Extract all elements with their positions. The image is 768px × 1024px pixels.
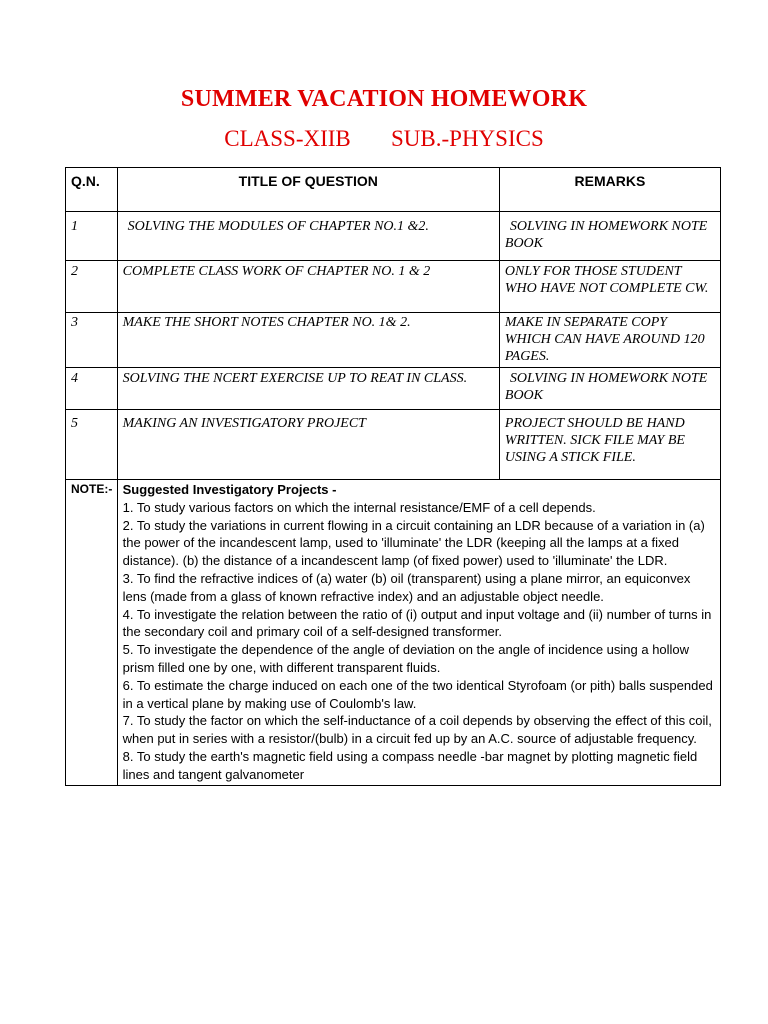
table-row (66, 212, 721, 261)
table-row (66, 313, 721, 368)
row-qn: 2 (66, 261, 118, 313)
row-remarks (499, 368, 720, 410)
header-qn: Q.N. (66, 168, 118, 212)
project-item: 2. To study the variations in current flowing in a circuit containing an LDR because of a variation in (a) the power of the incandescent lamp, used to 'illuminate' the LDR (keeping all the lamps at a fixed distance). (b) the distance of a incandescent lamp (of fixed power) used to 'illuminate' the LDR. (122, 517, 705, 569)
row-qn: 3 (66, 313, 118, 368)
row-qn: 5 (66, 410, 118, 480)
class-subject-line: CLASS-XIIB SUB.-PHYSICS (224, 126, 544, 151)
project-item: 1. To study various factors on which the internal resistance/EMF of a cell depends. (122, 499, 596, 515)
table-header-row (66, 168, 721, 212)
note-label: NOTE:- (66, 480, 118, 786)
note-row (66, 480, 721, 786)
row-title: COMPLETE CLASS WORK OF CHAPTER NO. 1 & 2 (117, 261, 499, 313)
row-title-text: SOLVING THE MODULES OF CHAPTER NO.1 &2. (127, 219, 429, 234)
row-title: SOLVING THE NCERT EXERCISE UP TO REAT IN CLASS. (117, 368, 499, 410)
row-remarks: ONLY FOR THOSE STUDENT WHO HAVE NOT COMPLETE CW. (499, 261, 720, 313)
project-item: 5. To investigate the dependence of the angle of deviation on the angle of incidence using a hollow prism filled one by one, with different transparent fluids. (122, 642, 690, 675)
header-title: TITLE OF QUESTION (117, 168, 499, 212)
row-remarks-text: SOLVING IN HOMEWORK NOTE BOOK (504, 219, 708, 251)
row-title (117, 212, 499, 261)
note-content (117, 480, 720, 786)
row-remarks (499, 212, 720, 261)
row-title: MAKING AN INVESTIGATORY PROJECT (117, 410, 499, 480)
row-qn: 1 (66, 212, 118, 261)
project-item: 4. To investigate the relation between the ratio of (i) output and input voltage and (ii) number of turns in the secondary coil and primary coil of a self-designed transformer. (122, 606, 712, 640)
row-remarks: MAKE IN SEPARATE COPY WHICH CAN HAVE AROUND 120 PAGES. (499, 313, 720, 368)
project-item: 7. To study the factor on which the self-inductance of a coil depends by observing the effect of this coil, when put in series with a resistor/(bulb) in a circuit fed up by an A.C. source of adjustable frequency. (122, 713, 712, 747)
note-heading: Suggested Investigatory Projects - (122, 482, 337, 497)
project-item: 6. To estimate the charge induced on each one of the two identical Styrofoam (or pith) balls suspended in a vertical plane by making use of Coulomb's law. (122, 677, 713, 711)
row-remarks-text: SOLVING IN HOMEWORK NOTE BOOK (504, 371, 708, 403)
table-row (66, 261, 721, 313)
header-remarks: REMARKS (499, 168, 720, 212)
table-row (66, 368, 721, 410)
page-title: SUMMER VACATION HOMEWORK (180, 86, 588, 112)
table-row (66, 410, 721, 480)
project-item: 8. To study the earth's magnetic field using a compass needle -bar magnet by plotting magnetic field lines and tangent galvanometer (122, 748, 698, 782)
row-remarks: PROJECT SHOULD BE HAND WRITTEN. SICK FILE MAY BE USING A STICK FILE. (499, 410, 720, 480)
row-qn: 4 (66, 368, 118, 410)
project-item: 3. To find the refractive indices of (a) water (b) oil (transparent) using a plane mirror, an equiconvex lens (made from a glass of known refractive index) and an adjustable object needle. (122, 570, 691, 604)
homework-table (65, 167, 721, 786)
row-title: MAKE THE SHORT NOTES CHAPTER NO. 1& 2. (117, 313, 499, 368)
